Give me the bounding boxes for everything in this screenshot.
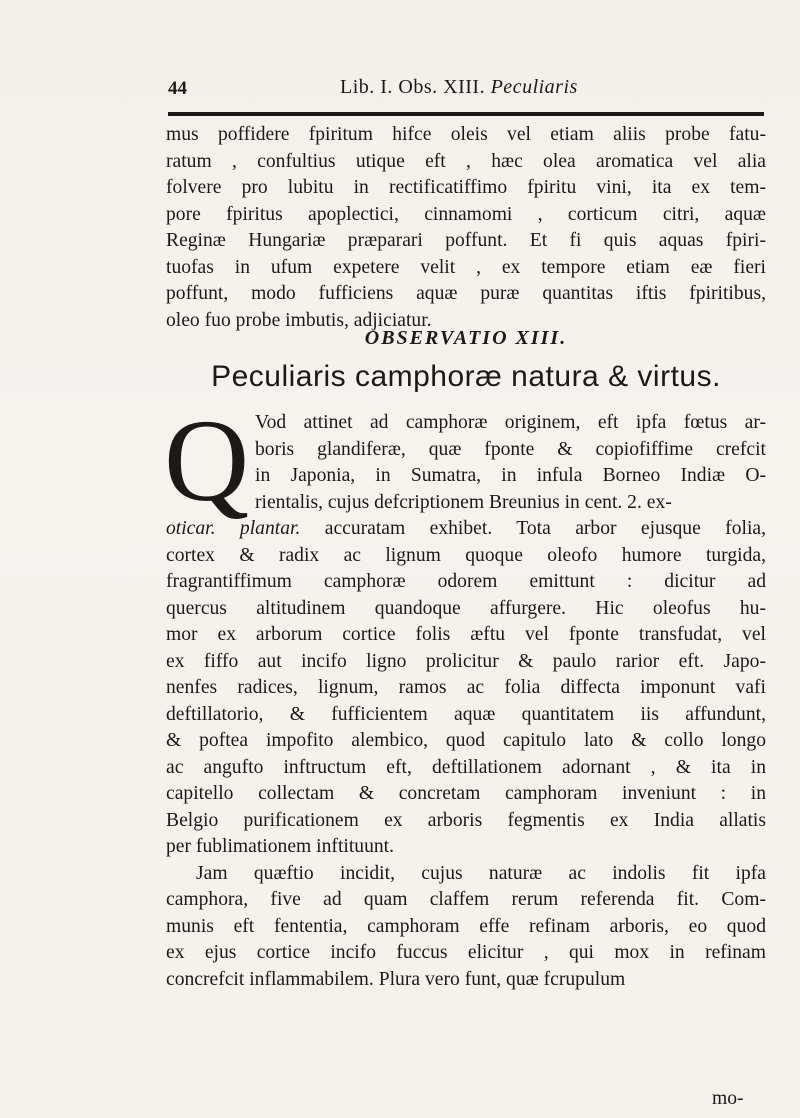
line-text: & poftea impofito alembico, quod capitulo lato & collo longo <box>166 730 766 751</box>
observation-heading: OBSERVATIO XIII. <box>364 327 568 349</box>
text-line: ratum , confultius utique eft , hæc olea aromatica vel alia <box>166 150 766 172</box>
line-text: capitello collectam & concretam camphoram inveniunt : in <box>166 783 766 804</box>
text-line: rientalis, cujus defcriptionem Breunius in cent. 2. ex- <box>255 491 672 513</box>
text-line: mus poffidere fpiritum hifce oleis vel etiam aliis probe fatu- <box>166 124 766 145</box>
observation-title: Peculiaris camphoræ natura & virtus. <box>211 360 721 393</box>
text-line: Reginæ Hungariæ præparari poffunt. Et fi quis aquas fpiri- <box>166 230 766 251</box>
line-text: per fublimationem inftituunt. <box>166 836 395 857</box>
text-line <box>166 569 766 596</box>
line-text: Belgio purificationem ex arboris fegmentis ex India allatis <box>166 809 766 831</box>
text-line <box>166 967 766 994</box>
line-text: cortex & radix ac lignum quoque oleofo humore turgida, <box>166 544 766 566</box>
text-line <box>166 622 766 649</box>
text-line <box>166 940 766 967</box>
text-line: folvere pro lubitu in rectificatiffimo fpiritu vini, ita ex tem- <box>166 177 766 198</box>
text-line <box>166 596 766 623</box>
drop-cap: Q <box>164 395 250 526</box>
text-line <box>166 755 766 782</box>
text-line <box>166 834 766 861</box>
line-text: mor ex arborum cortice folis æftu vel fponte transfudat, vel <box>166 624 766 645</box>
text-line <box>166 861 766 888</box>
text-line: pore fpiritus apoplectici, cinnamomi , corticum citri, aquæ <box>166 203 766 225</box>
line-text: Jam quæftio incidit, cujus naturæ ac indolis fit ipfa <box>196 862 766 884</box>
text-line: boris glandiferæ, quæ fponte & copiofiffime crefcit <box>255 438 766 460</box>
text-line <box>166 781 766 808</box>
catchword: mo- <box>712 1088 744 1109</box>
paragraph-continued <box>166 122 766 334</box>
text-line <box>166 516 766 543</box>
running-head <box>168 76 768 102</box>
text-line <box>166 914 766 941</box>
running-head-section: Lib. I. Obs. XIII. <box>340 76 486 98</box>
header-rule <box>168 112 764 116</box>
line-text: ex fiffo aut incifo ligno prolicitur & paulo rarior eft. Japo- <box>166 650 766 672</box>
line-text: accuratam exhibet. Tota arbor ejusque folia, <box>300 518 766 539</box>
line-text: deftillatorio, & fufficientem aquæ quantitatem iis affundunt, <box>166 703 766 725</box>
page-number: 44 <box>168 78 187 99</box>
line-text: concrefcit inflammabilem. Plura vero funt, quæ fcrupulum <box>166 968 626 990</box>
line-text: ex ejus cortice incifo fuccus elicitur , qui mox in refinam <box>166 942 766 963</box>
text-line <box>166 543 766 570</box>
text-line: in Japonia, in Sumatra, in infula Borneo Indiæ O- <box>255 465 766 486</box>
observation-body <box>166 516 766 993</box>
text-line <box>166 702 766 729</box>
running-head-title <box>340 76 578 99</box>
text-line: poffunt, modo fufficiens aquæ puræ quantitas iftis fpiritibus, <box>166 283 766 304</box>
text-line <box>166 675 766 702</box>
text-line: tuofas in ufum expetere velit , ex tempore etiam eæ fieri <box>166 256 766 278</box>
text-line: Vod attinet ad camphoræ originem, eft ipfa fœtus ar- <box>255 412 766 433</box>
text-line: oleo fuo probe imbutis, adjiciatur. <box>166 309 432 331</box>
line-text: quercus altitudinem quandoque affurgere. Hic oleofus hu- <box>166 597 766 619</box>
italic-reference: oticar. plantar. <box>166 518 301 539</box>
text-line <box>166 887 766 914</box>
text-line <box>166 808 766 835</box>
line-text: camphora, five ad quam claffem rerum referenda fit. Com- <box>166 889 766 910</box>
line-text: munis eft fententia, camphoram effe refinam arboris, eo quod <box>166 915 766 937</box>
running-head-subject: Peculiaris <box>490 76 578 98</box>
text-line <box>166 728 766 755</box>
line-text: nenfes radices, lignum, ramos ac folia diffecta imponunt vafi <box>166 677 766 698</box>
line-text: ac angufto inftructum eft, deftillationem adornant , & ita in <box>166 756 766 778</box>
text-line <box>166 649 766 676</box>
line-text: fragrantiffimum camphoræ odorem emittunt : dicitur ad <box>166 571 766 592</box>
drop-cap-lines <box>255 410 766 516</box>
